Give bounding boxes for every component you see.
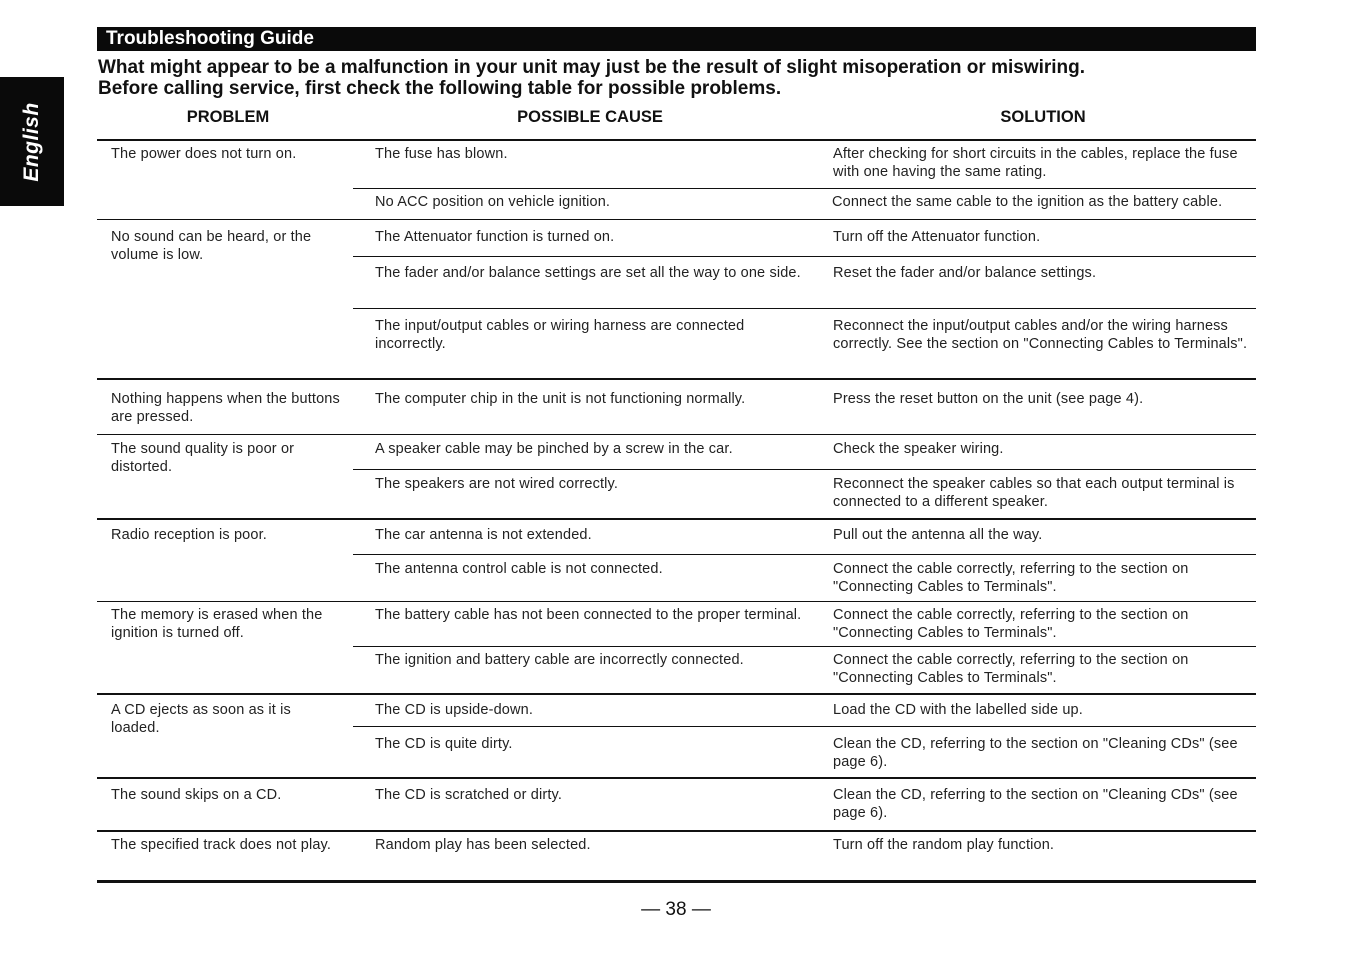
cause-cell: The Attenuator function is turned on. xyxy=(375,229,615,245)
table-rule xyxy=(97,139,1256,141)
problem-cell: The specified track does not play. xyxy=(111,837,332,853)
table-rule xyxy=(353,308,1256,309)
language-tab xyxy=(0,77,64,206)
cause-cell: Random play has been selected. xyxy=(375,837,591,853)
cause-cell: The car antenna is not extended. xyxy=(375,527,592,543)
solution-cell: Check the speaker wiring. xyxy=(833,441,1004,457)
cause-cell: The speakers are not wired correctly. xyxy=(375,476,619,492)
page-number: — 38 — xyxy=(641,899,711,920)
intro-text xyxy=(98,57,1278,99)
solution-cell: Turn off the random play function. xyxy=(833,837,1055,853)
solution-cell: Press the reset button on the unit (see page 4). xyxy=(833,391,1144,407)
cause-cell: The ignition and battery cable are incorrectly connected. xyxy=(375,652,744,668)
solution-cell: Connect the cable correctly, referring to the section on "Connecting Cables to Terminals". xyxy=(833,561,1189,595)
header-solution: SOLUTION xyxy=(1000,108,1086,126)
problem-cell: The power does not turn on. xyxy=(111,146,297,162)
solution-cell: Pull out the antenna all the way. xyxy=(833,527,1043,543)
cause-cell: A speaker cable may be pinched by a screw in the car. xyxy=(375,441,733,457)
table-rule xyxy=(353,726,1256,727)
table-rule xyxy=(353,256,1256,257)
cause-cell: The fuse has blown. xyxy=(375,146,508,162)
cause-cell: The CD is scratched or dirty. xyxy=(375,787,562,803)
cause-cell: The input/output cables or wiring harness are connected incorrectly. xyxy=(375,318,745,352)
solution-cell: Turn off the Attenuator function. xyxy=(833,229,1041,245)
header-possible-cause: POSSIBLE CAUSE xyxy=(517,108,663,126)
problem-cell: A CD ejects as soon as it is loaded. xyxy=(111,702,291,736)
cause-cell: The battery cable has not been connected to the proper terminal. xyxy=(375,607,802,623)
problem-cell: The sound skips on a CD. xyxy=(111,787,282,803)
problem-cell: The sound quality is poor or distorted. xyxy=(111,441,295,475)
table-rule xyxy=(97,219,1256,220)
table-rule xyxy=(97,518,1256,520)
solution-cell: Reset the fader and/or balance settings. xyxy=(833,265,1097,281)
table-rule xyxy=(353,646,1256,647)
intro-line-2: Before calling service, first check the following table for possible problems. xyxy=(98,78,782,99)
table-rule xyxy=(97,434,1256,435)
solution-cell: Connect the cable correctly, referring to the section on "Connecting Cables to Terminals". xyxy=(833,607,1189,641)
table-rule xyxy=(97,830,1256,832)
header-problem: PROBLEM xyxy=(186,108,270,126)
solution-cell: Connect the same cable to the ignition as the battery cable. xyxy=(832,194,1223,210)
section-title: Troubleshooting Guide xyxy=(97,27,1256,51)
table-rule xyxy=(353,469,1256,470)
cause-cell: No ACC position on vehicle ignition. xyxy=(375,194,611,210)
solution-cell: Connect the cable correctly, referring to the section on "Connecting Cables to Terminals". xyxy=(833,652,1189,686)
table-rule xyxy=(353,554,1256,555)
solution-cell: Reconnect the input/output cables and/or the wiring harness correctly. See the section on "Connecting Cables to Terminals". xyxy=(833,318,1248,352)
table-rule xyxy=(97,378,1256,380)
table-rule xyxy=(97,601,1256,602)
problem-cell: Nothing happens when the buttons are pressed. xyxy=(111,391,340,425)
solution-cell: Load the CD with the labelled side up. xyxy=(833,702,1083,718)
solution-cell: Reconnect the speaker cables so that each output terminal is connected to a different speaker. xyxy=(833,476,1235,510)
table-rule xyxy=(353,188,1256,189)
cause-cell: The fader and/or balance settings are set all the way to one side. xyxy=(375,265,801,281)
cause-cell: The CD is upside-down. xyxy=(375,702,534,718)
cause-cell: The antenna control cable is not connected. xyxy=(375,561,663,577)
solution-cell: After checking for short circuits in the cables, replace the fuse with one having the same rating. xyxy=(833,146,1238,180)
problem-cell: The memory is erased when the ignition is turned off. xyxy=(111,607,323,641)
problem-cell: No sound can be heard, or the volume is low. xyxy=(111,229,312,263)
table-rule xyxy=(97,880,1256,883)
table-rule xyxy=(97,777,1256,779)
problem-cell: Radio reception is poor. xyxy=(111,527,267,543)
language-tab-label: English xyxy=(20,101,43,182)
intro-line-1: What might appear to be a malfunction in your unit may just be the result of slight misoperation or miswiring. xyxy=(98,57,1086,78)
cause-cell: The CD is quite dirty. xyxy=(375,736,513,752)
cause-cell: The computer chip in the unit is not functioning normally. xyxy=(375,391,746,407)
solution-cell: Clean the CD, referring to the section on "Cleaning CDs" (see page 6). xyxy=(833,787,1238,821)
table-rule xyxy=(97,693,1256,695)
solution-cell: Clean the CD, referring to the section on "Cleaning CDs" (see page 6). xyxy=(833,736,1238,770)
